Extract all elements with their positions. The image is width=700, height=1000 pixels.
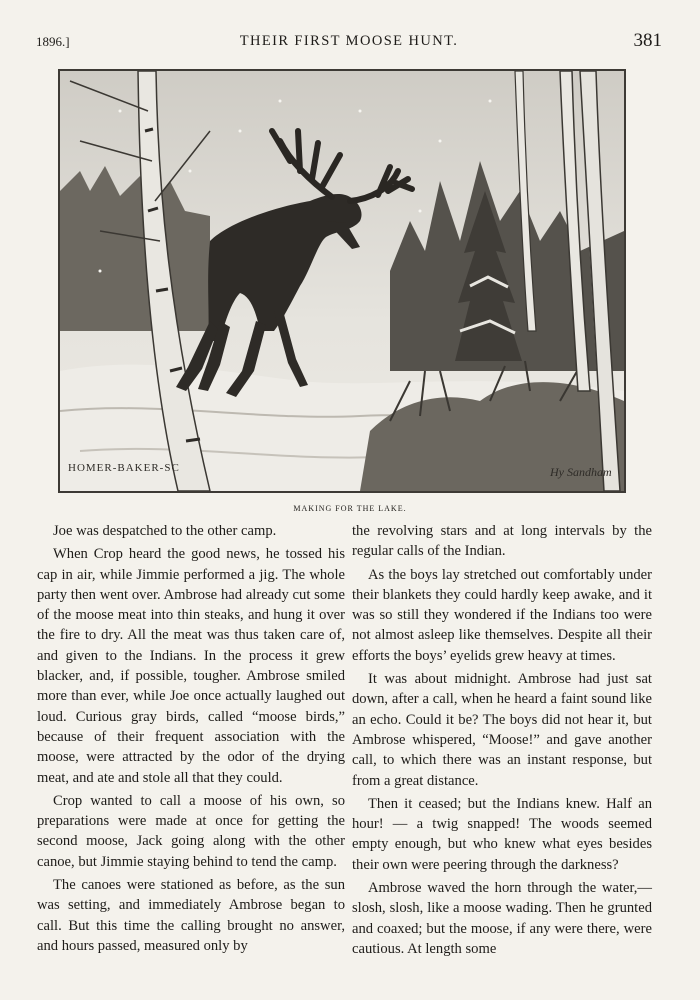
artist-signature: Hy Sandham — [550, 465, 612, 479]
running-title: THEIR FIRST MOOSE HUNT. — [239, 33, 459, 49]
paragraph: As the boys lay stretched out comfortably under their blankets they could hardly keep awake, and it was so still they wondered if the Indians too were not almost asleep like themselves. Despite all their efforts the boys’ eyelids grew heavy at times. — [352, 566, 652, 664]
paragraph: Then it ceased; but the Indians knew. Half an hour! — a twig snapped! The woods seemed empty enough, but who knew what eyes besides their own were peering through the darkness? — [352, 795, 652, 873]
header-year: 1896.] — [36, 34, 70, 49]
moose-illustration — [58, 69, 626, 493]
paragraph: Joe was despatched to the other camp. — [53, 523, 277, 539]
page-header — [36, 30, 662, 56]
paragraph: It was about midnight. Ambrose had just sat down, after a call, when he heard a faint sound like an echo. Could it be? The boys did not hear it, but Ambrose whispered, “Moose!” and gave another call, to which there was an instant response, but from a great distance. — [352, 671, 652, 789]
paragraph: Crop wanted to call a moose of his own, so preparations were made at once for getting the second moose, Jack going along with the other canoe, but Jimmie staying behind to tend the camp. — [37, 792, 345, 870]
paragraph: the revolving stars and at long intervals by the regular calls of the Indian. — [352, 523, 652, 560]
paragraph: The canoes were stationed as before, as the sun was setting, and immediately Ambrose began to call. But this time the calling brought no answer, and hours passed, measured only by — [37, 877, 345, 954]
illustration-caption: MAKING FOR THE LAKE. — [293, 504, 407, 513]
right-column — [352, 521, 652, 962]
paragraph: Ambrose waved the horn through the water,— slosh, slosh, like a moose wading. Then he grunted and coaxed; but the moose, if any were there, were cautious. At length some — [352, 880, 652, 957]
paragraph: When Crop heard the good news, he tossed his cap in air, while Jimmie performed a jig. The whole party then went over. Ambrose had already cut some of the moose meat into thin steaks, and hung it over the fire to dry. All the meat was thus taken care of, and given to the Indians. In the process it grew blacker, and, if possible, tougher. Ambrose smiled more than ever, while Joe once actually laughed out loud. Curious gray birds, called “moose birds,” because of their frequent association with the moose, were attracted by the odor of the drying meat, and ate and stole all that they could. — [37, 546, 345, 786]
left-column — [37, 521, 345, 959]
engraver-signature: HOMER-BAKER-SC — [68, 462, 180, 474]
page-number: 381 — [633, 30, 662, 51]
